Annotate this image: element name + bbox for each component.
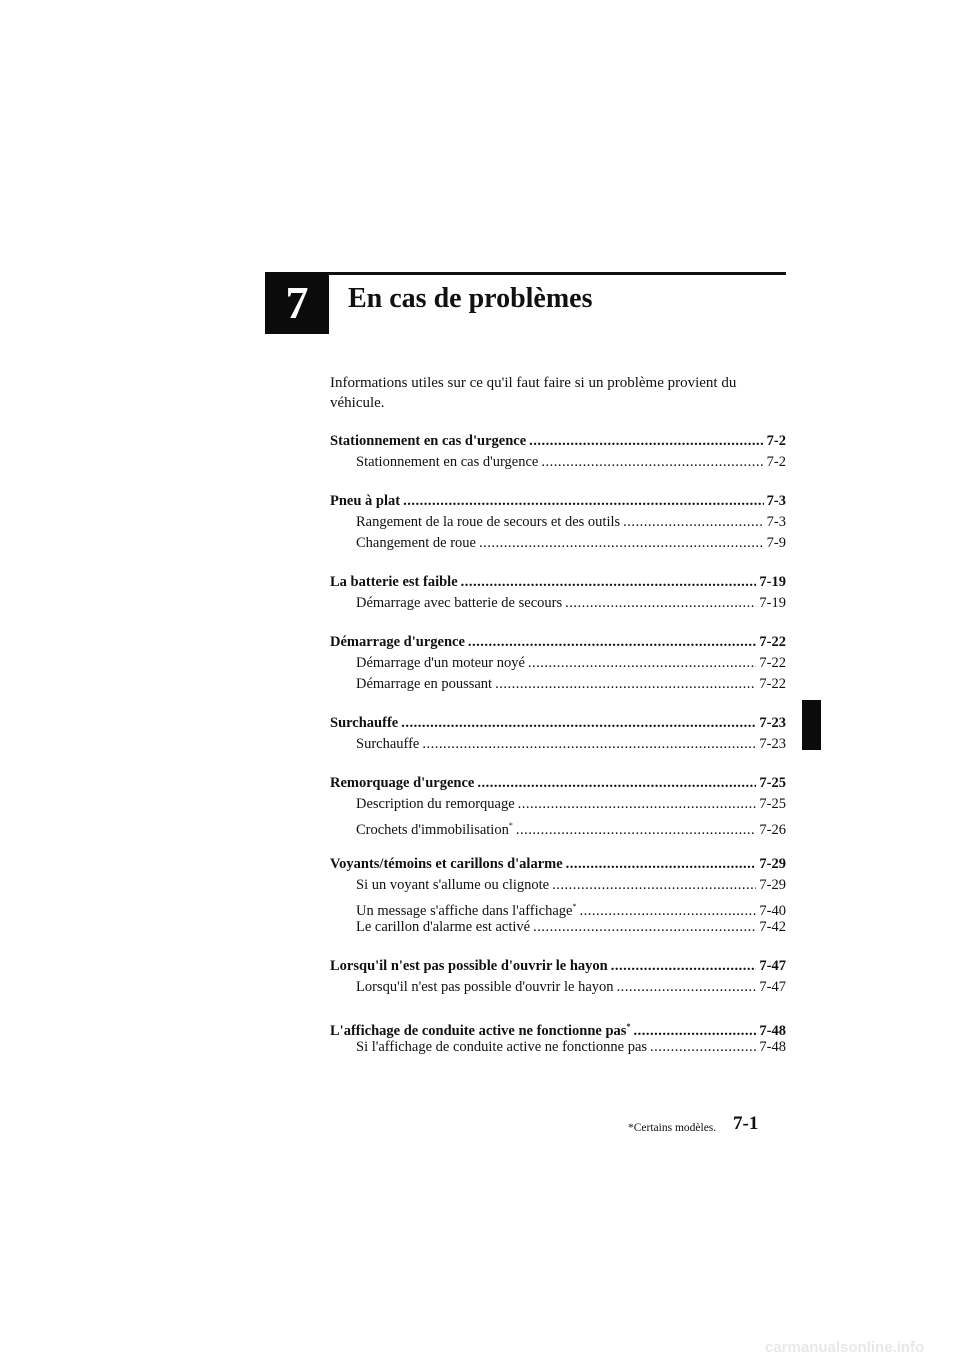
toc-page-ref: 7-3 [766, 493, 786, 509]
toc-subsection-link[interactable] [330, 593, 786, 614]
toc-section [330, 713, 786, 755]
dot-leader [617, 977, 757, 998]
toc-subsection-link[interactable] [330, 794, 786, 815]
toc-page-ref: 7-22 [759, 655, 786, 671]
toc-page-ref: 7-2 [766, 454, 786, 470]
toc-page-ref: 7-42 [759, 919, 786, 935]
dot-leader [422, 734, 756, 755]
toc-entry-text: L'affichage de conduite active ne fonctionne pas [330, 1022, 627, 1039]
toc-entry-text: Un message s'affiche dans l'affichage [356, 902, 573, 919]
toc-entry-label [356, 734, 419, 755]
toc-entry-text: Surchauffe [356, 736, 420, 752]
toc-page-ref: 7-26 [759, 821, 786, 838]
toc-entry-label [356, 653, 525, 674]
toc-section [330, 956, 786, 998]
dot-leader [403, 491, 764, 512]
toc-subsection-link[interactable] [330, 815, 786, 836]
dot-leader [611, 956, 757, 977]
toc-entry-label [330, 773, 474, 794]
toc-subsection-link[interactable] [330, 1037, 786, 1058]
toc-entry-label [356, 875, 549, 896]
dot-leader [528, 653, 757, 674]
toc-entry-label [330, 572, 458, 593]
toc-page-ref: 7-29 [759, 856, 786, 872]
dot-leader [477, 773, 756, 794]
toc-page-ref: 7-40 [759, 902, 786, 919]
toc-subsection-link[interactable] [330, 674, 786, 695]
model-note-mark: * [626, 1022, 631, 1031]
toc-entry-label [330, 713, 398, 734]
toc-entry-label [330, 491, 400, 512]
model-note-mark: * [508, 821, 513, 830]
toc-page-ref: 7-22 [759, 676, 786, 692]
toc-section [330, 491, 786, 554]
toc-section [330, 632, 786, 695]
dot-leader [565, 593, 756, 614]
toc-entry-label [330, 854, 563, 875]
toc-subsection-link[interactable] [330, 896, 786, 917]
dot-leader [552, 875, 756, 896]
toc-entry-label [330, 431, 526, 452]
toc-subsection-link[interactable] [330, 533, 786, 554]
toc-page-ref: 7-3 [766, 514, 786, 530]
toc-subsection-link[interactable] [330, 653, 786, 674]
toc-entry-text: Surchauffe [330, 715, 399, 731]
intro-text: Informations utiles sur ce qu'il faut faire si un problème provient du véhicule. [330, 375, 737, 411]
toc-page-ref: 7-9 [766, 535, 786, 551]
watermark: carmanualsonline.info [765, 1339, 925, 1356]
toc-entry-text: Stationnement en cas d'urgence [330, 433, 527, 449]
toc-page-ref: 7-2 [766, 433, 786, 449]
toc-entry-label [330, 956, 608, 977]
dot-leader [623, 512, 764, 533]
toc-section-link[interactable] [330, 773, 786, 794]
toc-entry-label [356, 977, 614, 998]
footnote: *Certains modèles. [628, 1122, 717, 1134]
toc-entry-text: Stationnement en cas d'urgence [356, 454, 539, 470]
dot-leader [495, 674, 756, 695]
toc-subsection-link[interactable] [330, 512, 786, 533]
toc-entry-text: Lorsqu'il n'est pas possible d'ouvrir le hayon [330, 958, 608, 974]
table-of-contents [330, 431, 786, 1076]
toc-entry-label [356, 452, 538, 473]
dot-leader [468, 632, 757, 653]
toc-page-ref: 7-25 [759, 796, 786, 812]
toc-page-ref: 7-25 [759, 775, 786, 791]
chapter-number-box: 7 [265, 272, 329, 334]
dot-leader [541, 452, 763, 473]
toc-page-ref: 7-19 [759, 574, 786, 590]
toc-page-ref: 7-47 [759, 979, 786, 995]
toc-entry-label [356, 512, 620, 533]
toc-section-link[interactable] [330, 491, 786, 512]
dot-leader [529, 431, 764, 452]
toc-section-link[interactable] [330, 854, 786, 875]
toc-entry-text: Rangement de la roue de secours et des outils [356, 514, 621, 530]
toc-entry-label [356, 593, 562, 614]
toc-subsection-link[interactable] [330, 734, 786, 755]
toc-entry-text: Lorsqu'il n'est pas possible d'ouvrir le hayon [356, 979, 614, 995]
toc-entry-text: Démarrage en poussant [356, 676, 493, 692]
chapter-tab-marker [802, 700, 821, 750]
toc-page-ref: 7-23 [759, 736, 786, 752]
toc-entry-text: Si un voyant s'allume ou clignote [356, 877, 550, 893]
dot-leader [516, 820, 757, 841]
toc-page-ref: 7-19 [759, 595, 786, 611]
toc-entry-label [356, 917, 530, 938]
toc-subsection-link[interactable] [330, 917, 786, 938]
toc-entry-text: La batterie est faible [330, 574, 458, 590]
toc-entry-label [330, 632, 465, 653]
toc-page-ref: 7-48 [759, 1022, 786, 1039]
toc-section [330, 431, 786, 473]
dot-leader [650, 1037, 756, 1058]
toc-entry-text: Si l'affichage de conduite active ne fonctionne pas [356, 1039, 648, 1055]
toc-entry-text: Démarrage avec batterie de secours [356, 595, 563, 611]
toc-entry-text: Le carillon d'alarme est activé [356, 919, 531, 935]
dot-leader [401, 713, 756, 734]
dot-leader [533, 917, 756, 938]
toc-section-link[interactable] [330, 1016, 786, 1037]
toc-entry-label [356, 533, 476, 554]
toc-page-ref: 7-47 [759, 958, 786, 974]
toc-entry-text: Pneu à plat [330, 493, 401, 509]
toc-section [330, 572, 786, 614]
toc-entry-text: Changement de roue [356, 535, 476, 551]
toc-section-link[interactable] [330, 713, 786, 734]
dot-leader [479, 533, 764, 554]
toc-entry-text: Démarrage d'un moteur noyé [356, 655, 525, 671]
dot-leader [518, 794, 757, 815]
page-number: 7-1 [733, 1113, 759, 1134]
toc-section [330, 773, 786, 836]
toc-page-ref: 7-23 [759, 715, 786, 731]
toc-subsection-link[interactable] [330, 977, 786, 998]
toc-entry-label [356, 1037, 647, 1058]
toc-section-link[interactable] [330, 956, 786, 977]
toc-entry-label [356, 815, 513, 841]
dot-leader [461, 572, 757, 593]
toc-entry-text: Démarrage d'urgence [330, 634, 465, 650]
model-note-mark: * [572, 902, 577, 911]
toc-entry-text: Voyants/témoins et carillons d'alarme [330, 856, 563, 872]
toc-subsection-link[interactable] [330, 452, 786, 473]
toc-section-link[interactable] [330, 572, 786, 593]
toc-page-ref: 7-22 [759, 634, 786, 650]
toc-entry-text: Remorquage d'urgence [330, 775, 475, 791]
dot-leader [566, 854, 757, 875]
toc-section-link[interactable] [330, 632, 786, 653]
toc-section [330, 1016, 786, 1058]
toc-page-ref: 7-48 [759, 1039, 786, 1055]
toc-section-link[interactable] [330, 431, 786, 452]
toc-entry-label [356, 674, 492, 695]
toc-section [330, 854, 786, 938]
title-rule [329, 272, 786, 275]
toc-entry-text: Description du remorquage [356, 796, 515, 812]
toc-entry-label [356, 794, 515, 815]
toc-entry-text: Crochets d'immobilisation [356, 821, 509, 838]
chapter-title: En cas de problèmes [348, 283, 593, 314]
toc-page-ref: 7-29 [759, 877, 786, 893]
toc-subsection-link[interactable] [330, 875, 786, 896]
